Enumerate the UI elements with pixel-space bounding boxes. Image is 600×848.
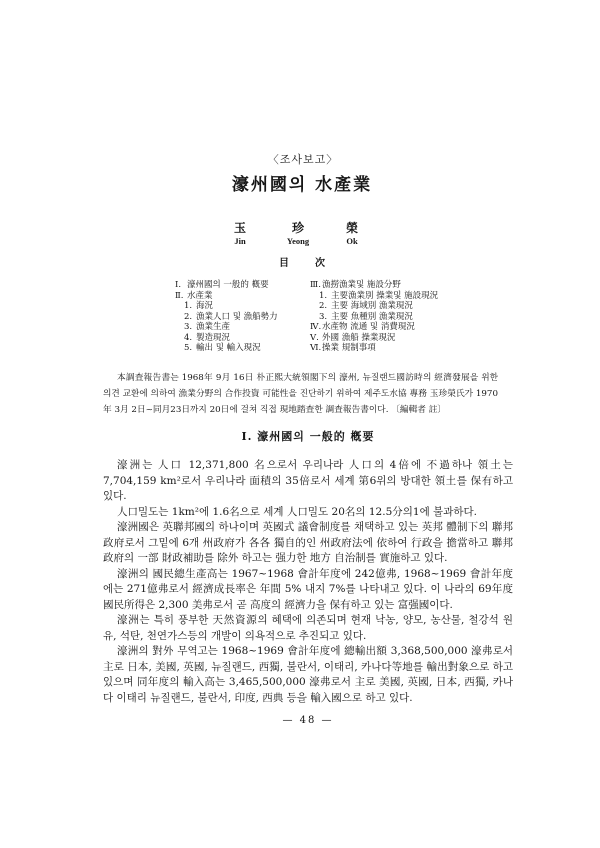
toc-subsection-title: 漁業生產	[196, 322, 231, 332]
toc-subsection	[175, 312, 278, 323]
toc-subsection-number: 3.	[184, 322, 193, 332]
author-name-part	[268, 220, 328, 246]
body-text	[103, 458, 513, 706]
toc-subsection-title: 漁業人口 및 漁船勢力	[196, 311, 278, 322]
toc-subsection-number: 5.	[184, 343, 193, 353]
toc-section	[175, 291, 278, 302]
author-romanization: Jin	[234, 236, 246, 246]
body-paragraph: 濠洲의 國民總生產高는 1967~1968 會計年度에 242億弗, 1968~1969 會計年度에는 271億弗로서 經濟成長率은 年間 5% 내지 7%를 나타내고 있다. 이 나라의 69年度 國民所得은 2,300 美弗로서 곧 高度의 經濟力을 保有하고 있는 富强國이다.	[103, 567, 513, 611]
toc-subsection	[310, 291, 438, 302]
toc-section-title: 操業 規制事項	[322, 343, 376, 353]
toc-subsection	[175, 301, 278, 312]
toc-section-number: Ⅲ.	[310, 280, 321, 290]
body-paragraph: 濠洲는 人口 12,371,800 名으로서 우리나라 人口의 4倍에 不過하나 領土는 7,704,159 km²로서 우리나라 面積의 35倍로서 세계 第6위의 방대한 領土를 保有하고 있다.	[103, 459, 513, 502]
toc-subsection-title: 海況	[196, 301, 214, 311]
toc-subsection-number: 2.	[184, 311, 193, 322]
body-paragraph: 濠洲는 특히 풍부한 天然資源의 혜택에 의존되며 현재 낙농, 양모, 농산물, 철강석 원유, 석탄, 천연가스등의 개발이 의욕적으로 추진되고 있다.	[103, 614, 513, 642]
body-paragraph: 人口밀도는 1km²에 1.6名으로 세계 人口밀도 20名의 12.5分의1에 불과하다.	[117, 505, 477, 518]
toc-section-number: Ⅳ.	[310, 322, 322, 332]
toc-section	[310, 333, 438, 344]
toc-subsection-number: 4.	[184, 332, 193, 343]
toc-section	[310, 280, 438, 291]
toc-subsection-title: 輸出 및 輸入現況	[196, 343, 261, 353]
toc-section-title: 濠州國의 一般的 槪要	[187, 280, 269, 290]
article-title: 濠州國의 水產業	[231, 175, 373, 195]
article-content	[103, 370, 513, 728]
page-number: — 48 —	[282, 715, 334, 726]
toc-right-column	[310, 280, 438, 354]
toc-section-title: 漁撈漁業및 施設分野	[322, 280, 401, 290]
toc-section	[310, 343, 438, 354]
editor-note: 本調査報告書는 1968年 9月 16日 朴正熙大統領閣下의 濠州, 뉴질랜드國訪時의 經濟發展을 위한 의견 교환에 의하여 漁業分野의 合作投資 可能性을 진단하기 위하여 제주도水協 專務 玉珍榮氏가 1970年 3月 2日~同月23日까지 20日에 걸쳐 직접 現地踏査한 調査報告書이다. 〔編輯者 註〕	[103, 373, 498, 415]
toc-subsection-number: 2.	[319, 301, 328, 311]
toc-section-number: Ⅵ.	[310, 343, 322, 353]
toc-subsection-title: 製造現況	[196, 332, 231, 343]
toc-subsection-number: 1.	[319, 290, 328, 301]
toc-section	[310, 322, 438, 333]
toc-left-column	[175, 280, 278, 354]
author-romanization: Yeong	[286, 236, 310, 246]
toc-subsection-title: 主要 魚種別 漁業現況	[331, 311, 413, 322]
author-name-part	[210, 220, 270, 246]
toc-section-title: 水產業	[187, 290, 213, 301]
toc-subsection-number: 1.	[184, 301, 193, 311]
toc-subsection	[310, 301, 438, 312]
toc-heading: 目 次	[279, 258, 333, 269]
toc-subsection-title: 主要漁業別 操業및 施設現況	[331, 290, 439, 301]
author-hanja: 玉	[233, 221, 246, 235]
author-hanja: 珍	[291, 221, 304, 235]
toc-subsection	[175, 322, 278, 333]
author-romanization: Ok	[346, 236, 358, 246]
author-name-part	[322, 220, 382, 246]
toc-section-number: Ⅱ.	[175, 290, 184, 301]
toc-subsection	[175, 333, 278, 344]
toc-section-number: Ⅴ.	[310, 332, 319, 343]
report-type-label: 〈조사보고〉	[267, 153, 339, 166]
toc-section-number: Ⅰ.	[175, 280, 182, 290]
toc-subsection-number: 3.	[319, 311, 328, 322]
toc-subsection	[310, 312, 438, 323]
toc-section-title: 水產物 流通 및 消費現況	[322, 322, 415, 332]
toc-subsection	[175, 343, 278, 354]
toc-section-title: 外國 漁船 操業現況	[322, 332, 396, 343]
toc-subsection-title: 主要 海域別 漁業現況	[331, 301, 413, 311]
body-paragraph: 濠洲의 對外 무역고는 1968~1969 會計年度에 總輸出額 3,368,500,000 濠弗로서 主로 日本, 美國, 英國, 뉴질랜드, 西獨, 불란서, 이태리, 카나다等地를 輸出對象으로 하고 있으며 同年度의 輸入高는 3,465,500,000 濠弗로서 主로 美國, 英國, 日本, 西獨, 카나다 이태리 뉴질랜드, 불란서, 印度, 西典 등을 輸入國으로 하고 있다.	[103, 645, 513, 704]
section-heading: Ⅰ. 濠州國의 一般的 槪要	[241, 430, 375, 443]
author-hanja: 榮	[345, 221, 358, 235]
body-paragraph: 濠洲國은 英聯邦國의 하나이며 英國式 議會制度를 채택하고 있는 英邦 體制下의 聯邦政府로서 그밑에 6개 州政府가 各各 獨自的인 州政府法에 依하여 行政을 擔當하고 聯邦政府의 一部 財政補助를 除外 하고는 强力한 地方 自治制를 實施하고 있다.	[103, 521, 513, 564]
toc-section	[175, 280, 278, 291]
